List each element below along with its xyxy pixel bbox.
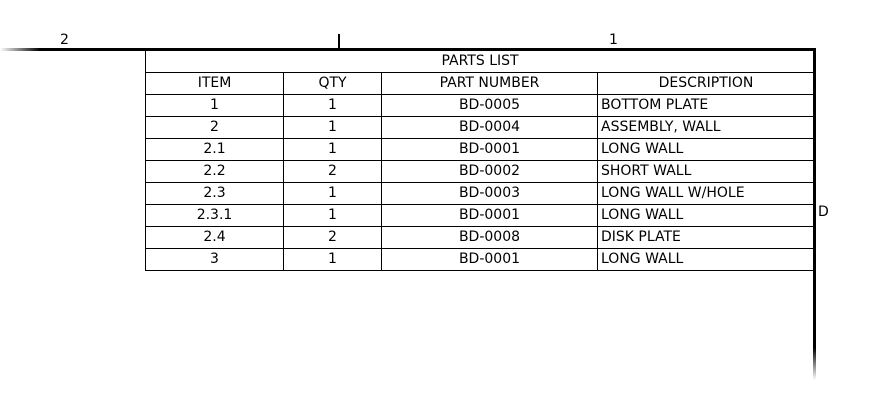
qty-cell: 2 [284,227,382,249]
column-header-qty: QTY [284,73,382,95]
description-cell: LONG WALL W/HOLE [598,183,815,205]
qty-cell: 1 [284,117,382,139]
column-header-item: ITEM [146,73,284,95]
zone-divider-tick [338,34,340,50]
item-cell: 1 [146,95,284,117]
table-row [146,161,815,183]
description-cell: LONG WALL [598,205,815,227]
item-cell: 2.3.1 [146,205,284,227]
description-cell: DISK PLATE [598,227,815,249]
zone-label-d: D [818,204,829,220]
part-number-cell: BD-0002 [382,161,598,183]
table-row [146,227,815,249]
qty-cell: 2 [284,161,382,183]
qty-cell: 1 [284,95,382,117]
zone-label-1: 1 [609,32,618,48]
table-row [146,139,815,161]
qty-cell: 1 [284,205,382,227]
part-number-cell: BD-0005 [382,95,598,117]
parts-list-table [145,50,815,271]
column-header-part-number: PART NUMBER [382,73,598,95]
description-cell: LONG WALL [598,139,815,161]
qty-cell: 1 [284,183,382,205]
part-number-cell: BD-0001 [382,249,598,271]
description-cell: SHORT WALL [598,161,815,183]
part-number-cell: BD-0004 [382,117,598,139]
table-row [146,95,815,117]
part-number-cell: BD-0008 [382,227,598,249]
item-cell: 2.1 [146,139,284,161]
qty-cell: 1 [284,139,382,161]
parts-list-header-row [146,73,815,95]
item-cell: 3 [146,249,284,271]
item-cell: 2.3 [146,183,284,205]
table-row [146,249,815,271]
part-number-cell: BD-0001 [382,139,598,161]
item-cell: 2.2 [146,161,284,183]
part-number-cell: BD-0003 [382,183,598,205]
item-cell: 2.4 [146,227,284,249]
table-row [146,205,815,227]
item-cell: 2 [146,117,284,139]
column-header-description: DESCRIPTION [598,73,815,95]
parts-list-title-row [146,51,815,73]
description-cell: ASSEMBLY, WALL [598,117,815,139]
table-row [146,117,815,139]
qty-cell: 1 [284,249,382,271]
table-row [146,183,815,205]
zone-label-2: 2 [60,32,69,48]
description-cell: BOTTOM PLATE [598,95,815,117]
part-number-cell: BD-0001 [382,205,598,227]
parts-list-title: PARTS LIST [146,51,815,73]
description-cell: LONG WALL [598,249,815,271]
